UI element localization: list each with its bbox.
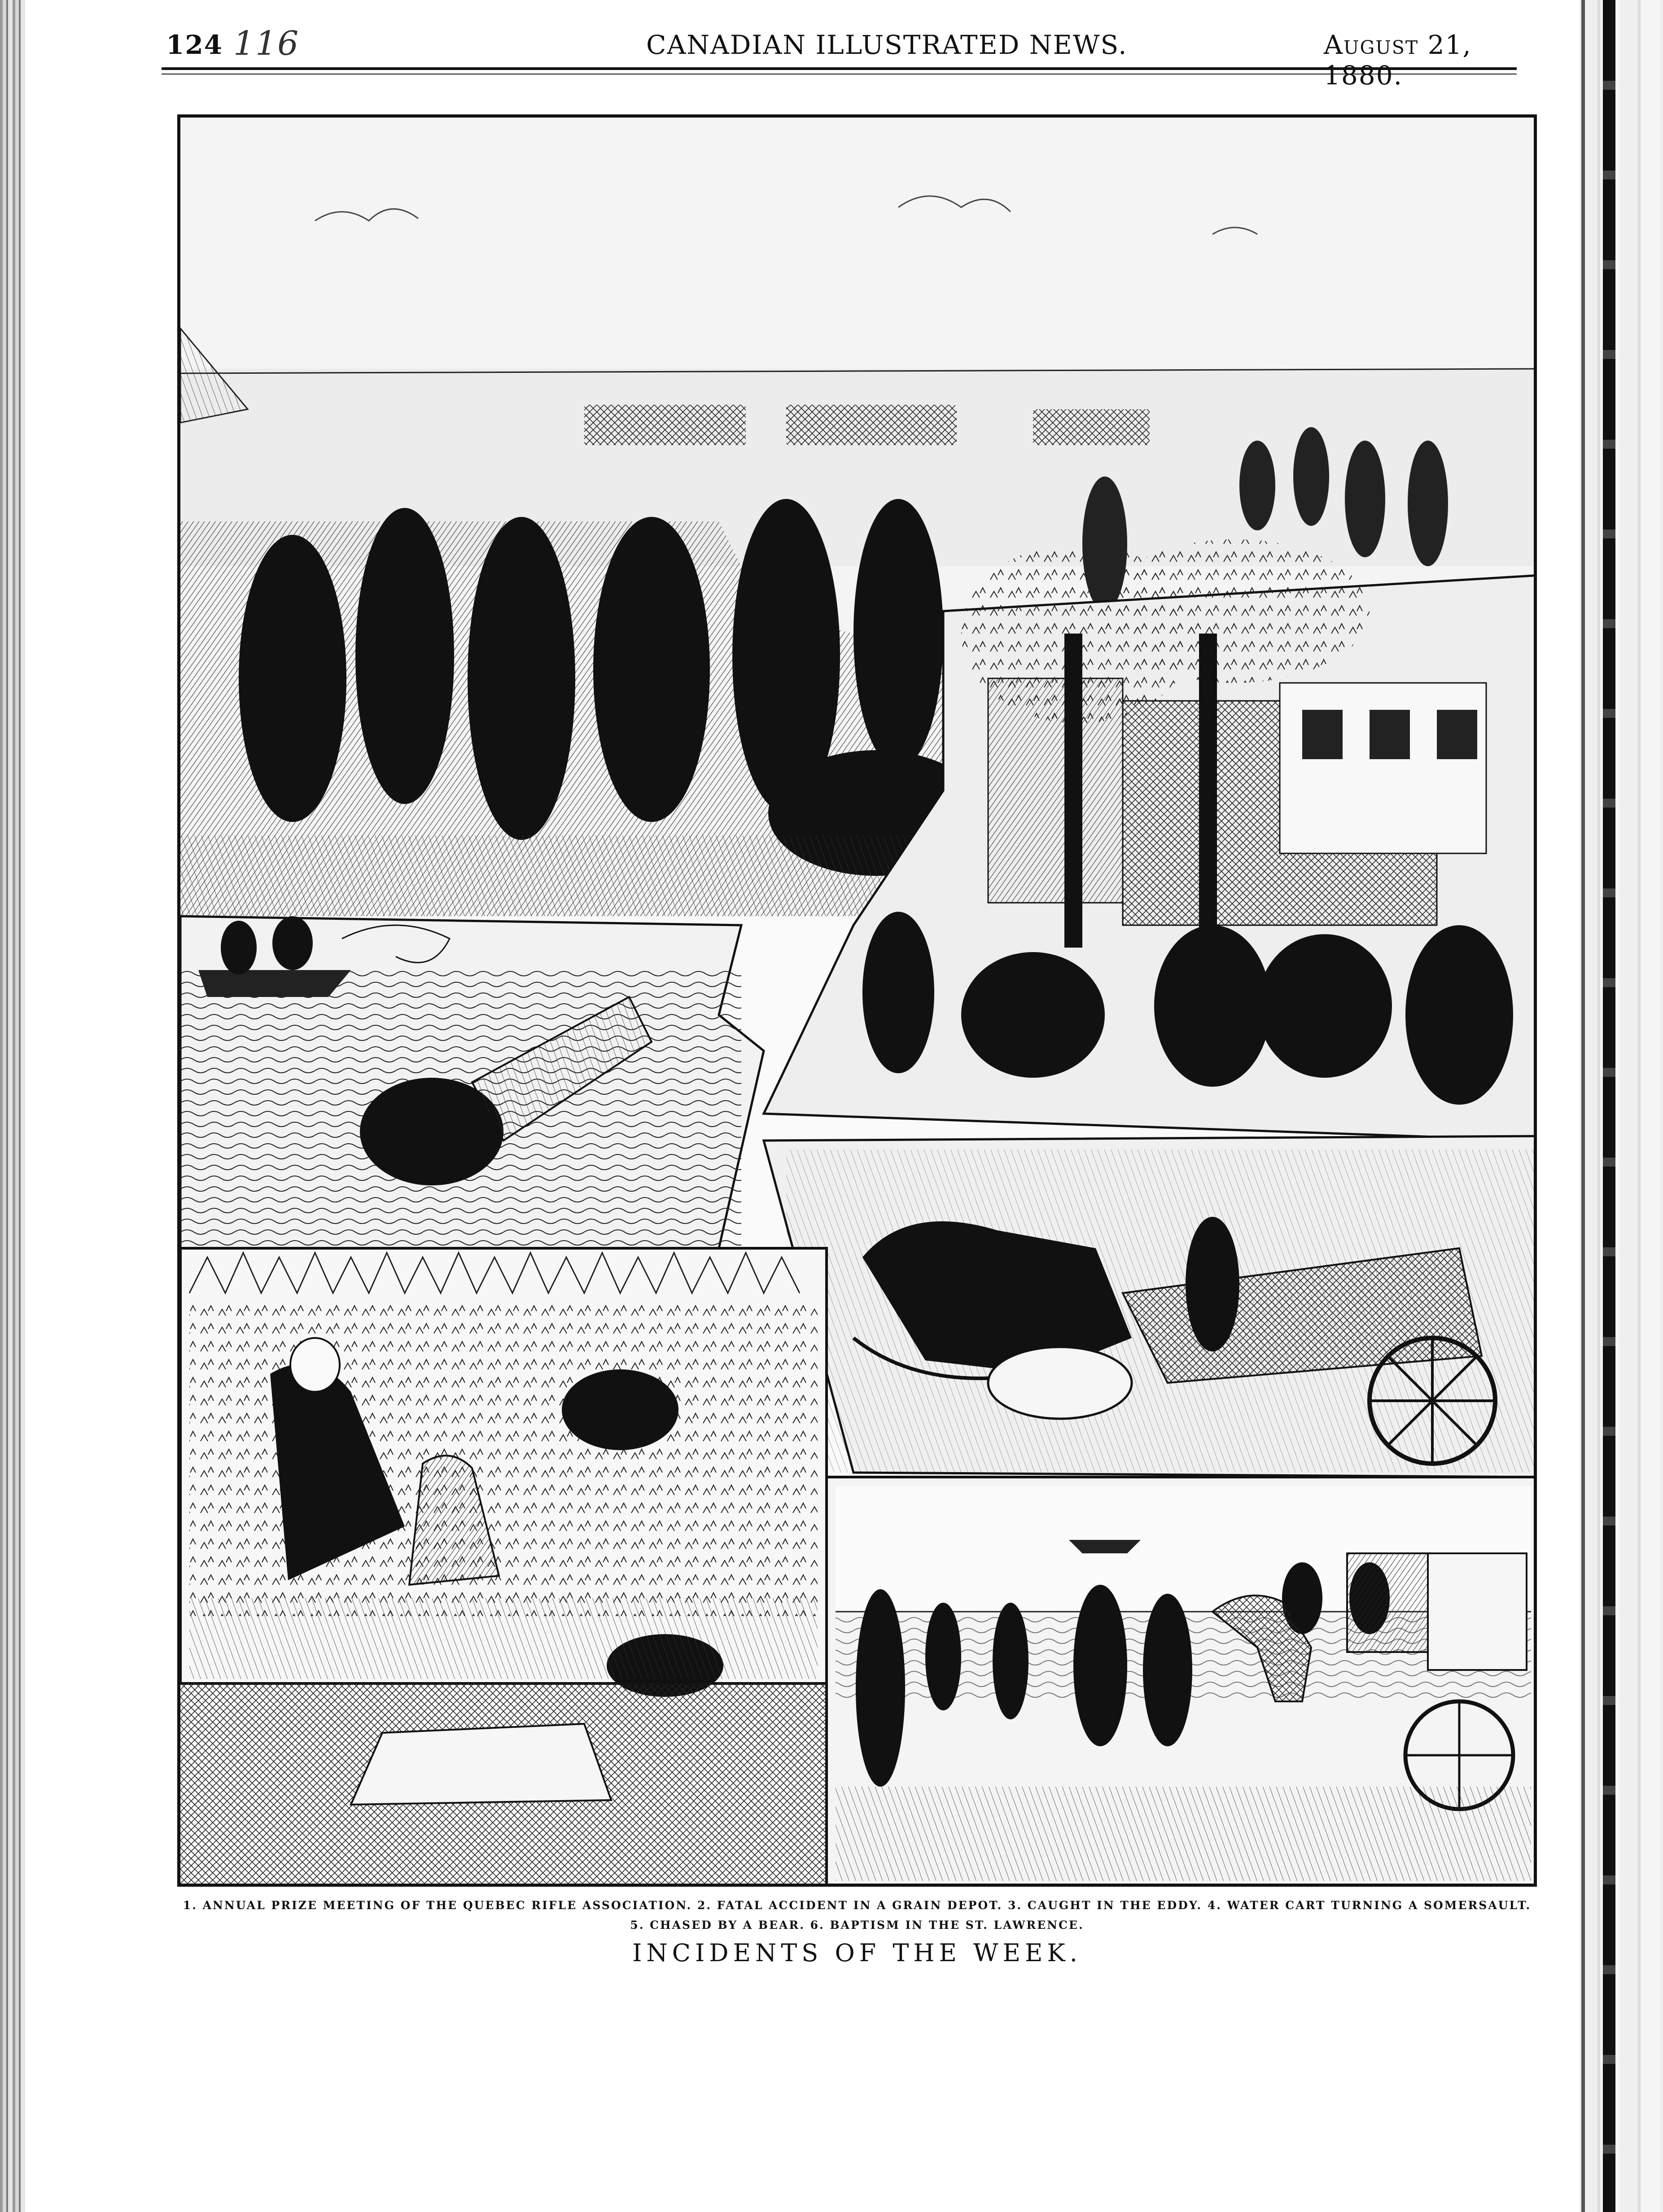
plate-title: INCIDENTS OF THE WEEK. bbox=[632, 1939, 1082, 1967]
book-spine bbox=[0, 0, 25, 2212]
masthead: CANADIAN ILLUSTRATED NEWS. bbox=[646, 30, 1128, 60]
page-header bbox=[166, 24, 1512, 91]
eddy-rescue-scene bbox=[180, 916, 764, 1248]
binding-rail bbox=[1603, 0, 1615, 2212]
engraving-artwork bbox=[180, 118, 1537, 1887]
issue-date: August 21, 1880. bbox=[1324, 30, 1472, 91]
page-number: 124 bbox=[166, 30, 223, 60]
header-rule bbox=[162, 67, 1517, 74]
bear-chase-scene bbox=[180, 1248, 827, 1697]
adjacent-page-edge bbox=[1580, 0, 1663, 2212]
binding-rail-thin bbox=[1581, 0, 1585, 2212]
handwritten-page-number: 116 bbox=[233, 24, 300, 63]
caption-list-line-1: 1. ANNUAL PRIZE MEETING OF THE QUEBEC RIFLE ASSOCIATION. 2. FATAL ACCIDENT IN A GRAIN DEPOT. 3. CAUGHT IN THE EDDY. 4. WATER CART TURNING A SOMERSAULT. bbox=[183, 1899, 1532, 1912]
engraving-plate bbox=[177, 114, 1537, 1887]
plate-caption bbox=[179, 1896, 1535, 1967]
caption-list-line-2: 5. CHASED BY A BEAR. 6. BAPTISM IN THE ST. LAWRENCE. bbox=[630, 1919, 1084, 1932]
river-baptism-scene bbox=[827, 1477, 1537, 1887]
torn-paper-flap bbox=[351, 1724, 611, 1805]
water-cart-scene bbox=[764, 1136, 1537, 1477]
